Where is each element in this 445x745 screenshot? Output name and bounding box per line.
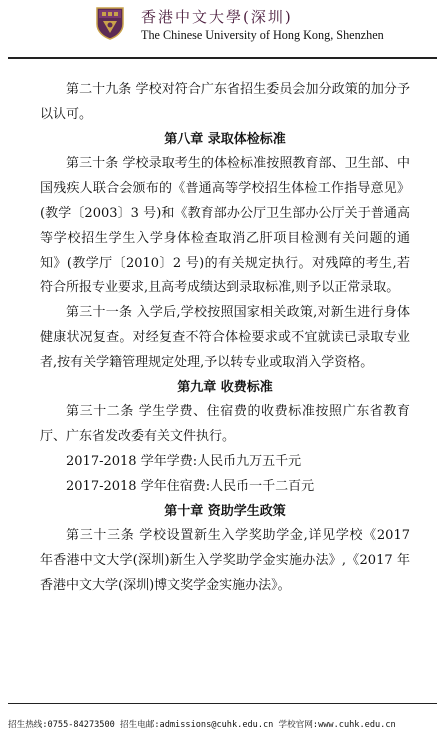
tuition-fee-line: 2017-2018 学年学费:人民币九万五千元 bbox=[66, 453, 302, 469]
chapter-9-heading: 第九章 收费标准 bbox=[177, 379, 273, 395]
document-body bbox=[40, 78, 410, 599]
university-crest-icon bbox=[95, 6, 125, 40]
chapter-8-heading: 第八章 录取体检标准 bbox=[164, 131, 286, 147]
contact-footer: 招生热线:0755-84273500 招生电邮:admissions@cuhk.edu.cn 学校官网:www.cuhk.edu.cn bbox=[8, 720, 396, 730]
article-33: 第三十三条 学校设置新生入学奖助学金,详见学校《2017 年香港中文大学(深圳)新生入学奖助学金实施办法》,《2017 年香港中文大学(深圳)博文奖学金实施办法》。 bbox=[40, 528, 410, 593]
page-header bbox=[0, 0, 445, 58]
article-30: 第三十条 学校录取考生的体检标准按照教育部、卫生部、中国残疾人联合会颁布的《普通高等学校招生体检工作指导意见》(教学〔2003〕3 号)和《教育部办公厅卫生部办公厅关于普通高等学校招生学生入学身体检查取消乙肝项目检测有关问题的通知》(教学厅〔2010〕2 号)的有关规定执行。对残障的考生,若符合所报专业要求,且高考成绩达到录取标准,则予以正常录取。 bbox=[40, 156, 410, 296]
university-name-chinese: 香港中文大學(深圳) bbox=[141, 8, 293, 26]
lodging-fee-line: 2017-2018 学年住宿费:人民币一千二百元 bbox=[66, 478, 315, 494]
footer-divider bbox=[8, 703, 437, 704]
article-29: 第二十九条 学校对符合广东省招生委员会加分政策的加分予以认可。 bbox=[40, 82, 410, 122]
article-31: 第三十一条 入学后,学校按照国家相关政策,对新生进行身体健康状况复查。对经复查不符合体检要求或不宜就读已录取专业者,按有关学籍管理规定处理,予以转专业或取消入学资格。 bbox=[40, 305, 410, 370]
header-divider bbox=[8, 57, 437, 59]
chapter-10-heading: 第十章 资助学生政策 bbox=[164, 503, 286, 519]
university-name-english: The Chinese University of Hong Kong, Shenzhen bbox=[141, 28, 384, 42]
article-32: 第三十二条 学生学费、住宿费的收费标准按照广东省教育厅、广东省发改委有关文件执行。 bbox=[40, 404, 410, 445]
